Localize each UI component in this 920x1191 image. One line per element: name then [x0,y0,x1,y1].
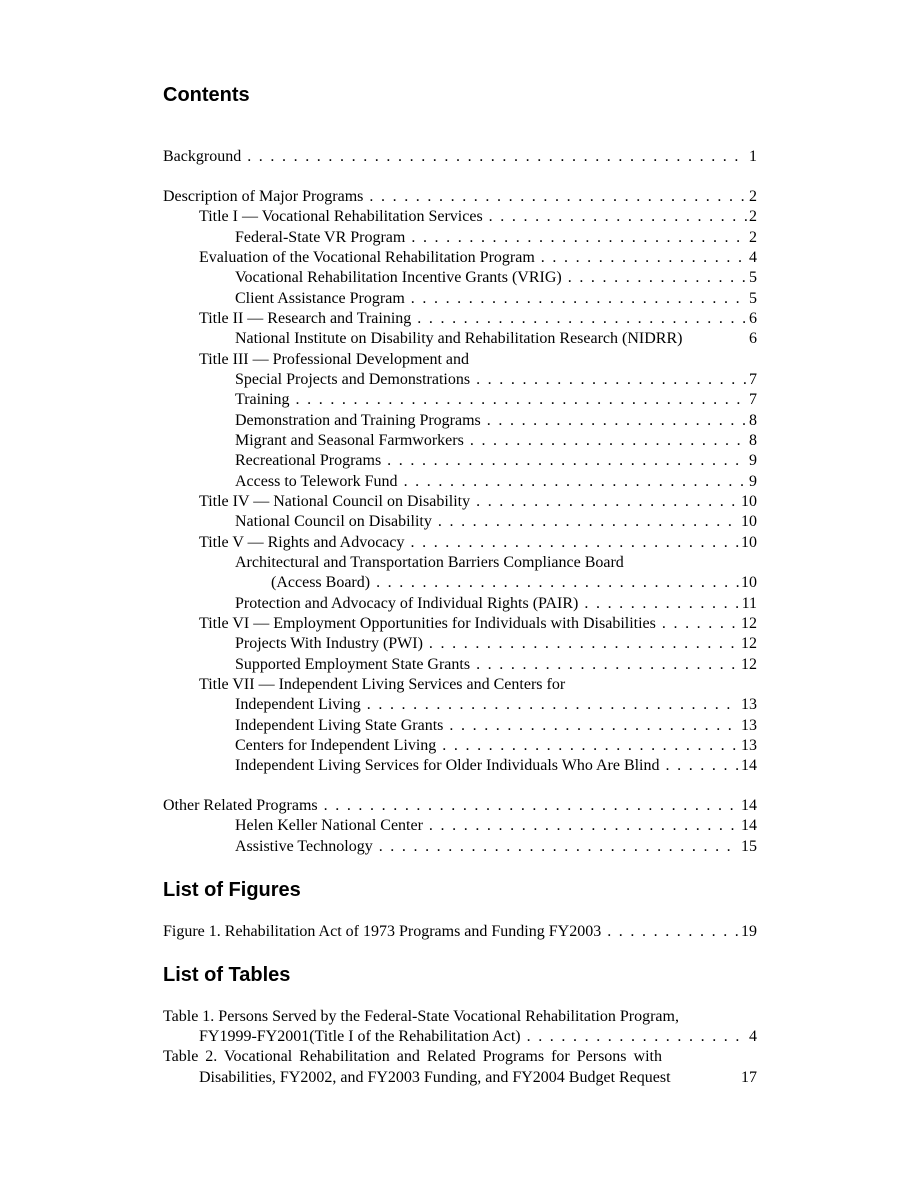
toc-entry[interactable]: Description of Major Programs . . . 2 [163,187,757,207]
page-number: 2 [749,208,757,225]
page-number: 12 [741,615,757,632]
page-number: 2 [749,188,757,205]
page-number: 5 [749,290,757,307]
toc-entry[interactable]: Client Assistance Program . . . 5 [163,289,757,309]
page-number: 13 [741,717,757,734]
toc-entry[interactable]: Title VI — Employment Opportunities for Individuals with Disabilities . . . 12 [163,614,757,634]
toc-entry[interactable]: Projects With Industry (PWI) . . . 12 [163,634,757,654]
toc-entry[interactable]: Supported Employment State Grants . . . 12 [163,655,757,675]
toc-entry[interactable]: Title VII — Independent Living Services and Centers for [199,676,566,693]
page-number: 2 [749,229,757,246]
page-number: 7 [749,371,757,388]
contents-heading: Contents [163,84,250,106]
page-number: 13 [741,696,757,713]
page-number: 15 [741,838,757,855]
toc-entry[interactable]: Training . . . 7 [163,390,757,410]
toc-entry[interactable]: Federal-State VR Program . . . 2 [163,228,757,248]
page-number: 14 [741,757,757,774]
page-number: 4 [749,1028,757,1045]
page-number: 6 [749,330,757,347]
table-entry-line[interactable]: FY1999-FY2001(Title I of the Rehabilitation Act) . . . 4 [163,1027,757,1047]
page-number: 9 [749,452,757,469]
page-number: 6 [749,310,757,327]
toc-entry[interactable]: Background . . . 1 [163,147,757,167]
page-number: 4 [749,249,757,266]
table-entry-line[interactable]: Table 2. Vocational Rehabilitation and Related Programs for Persons with [163,1048,662,1065]
toc-entry[interactable]: Title IV — National Council on Disability . . . 10 [163,492,757,512]
toc-entry[interactable]: Helen Keller National Center . . . 14 [163,816,757,836]
page-number: 17 [741,1069,757,1086]
page-number: 10 [741,534,757,551]
toc-entry[interactable]: Independent Living Services for Older Individuals Who Are Blind . . . 14 [163,756,757,776]
toc-entry[interactable]: Title III — Professional Development and [199,351,470,368]
figure-entry[interactable]: Figure 1. Rehabilitation Act of 1973 Programs and Funding FY2003 . . . 19 [163,922,757,942]
page-number: 8 [749,412,757,429]
toc-entry[interactable]: Access to Telework Fund . . . 9 [163,472,757,492]
toc-entry[interactable]: Special Projects and Demonstrations . . . 7 [163,370,757,390]
toc-entry[interactable]: Vocational Rehabilitation Incentive Grants (VRIG) . . . 5 [163,268,757,288]
toc-entry[interactable]: Architectural and Transportation Barriers Compliance Board [235,554,624,571]
toc-entry[interactable]: Independent Living State Grants . . . 13 [163,716,757,736]
table-entry-line[interactable]: Table 1. Persons Served by the Federal-State Vocational Rehabilitation Program, [163,1008,679,1025]
page-number: 10 [741,493,757,510]
toc-entry[interactable]: Recreational Programs . . . 9 [163,451,757,471]
toc-entry[interactable]: Demonstration and Training Programs . . . 8 [163,411,757,431]
figures-heading: List of Figures [163,879,301,901]
toc-entry[interactable]: Title II — Research and Training . . . 6 [163,309,757,329]
page-number: 8 [749,432,757,449]
toc-entry[interactable]: Independent Living . . . 13 [163,695,757,715]
toc-entry[interactable]: Evaluation of the Vocational Rehabilitation Program . . . 4 [163,248,757,268]
toc-entry[interactable]: Protection and Advocacy of Individual Rights (PAIR) . . . 11 [163,594,757,614]
toc-entry[interactable]: National Institute on Disability and Rehabilitation Research (NIDRR) 6 [235,330,757,347]
page-number: 14 [741,797,757,814]
page-number: 10 [741,513,757,530]
toc-entry[interactable]: (Access Board) . . . 10 [163,573,757,593]
toc-entry[interactable]: National Council on Disability . . . 10 [163,512,757,532]
tables-heading: List of Tables [163,964,291,986]
page-number: 10 [741,574,757,591]
toc-entry[interactable]: Title I — Vocational Rehabilitation Services . . . 2 [163,207,757,227]
page-number: 19 [741,923,757,940]
page-number: 13 [741,737,757,754]
page-number: 5 [749,269,757,286]
toc-entry[interactable]: Centers for Independent Living . . . 13 [163,736,757,756]
page-number: 11 [741,595,757,612]
page-number: 14 [741,817,757,834]
table-entry-line[interactable]: Disabilities, FY2002, and FY2003 Funding, and FY2004 Budget Request 17 [199,1069,757,1086]
page-number: 12 [741,635,757,652]
toc-entry[interactable]: Assistive Technology . . . 15 [163,837,757,857]
page-number: 9 [749,473,757,490]
page-number: 7 [749,391,757,408]
page-number: 1 [749,148,757,165]
toc-entry[interactable]: Migrant and Seasonal Farmworkers . . . 8 [163,431,757,451]
page-number: 12 [741,656,757,673]
toc-entry[interactable]: Other Related Programs . . . 14 [163,796,757,816]
toc-entry[interactable]: Title V — Rights and Advocacy . . . 10 [163,533,757,553]
